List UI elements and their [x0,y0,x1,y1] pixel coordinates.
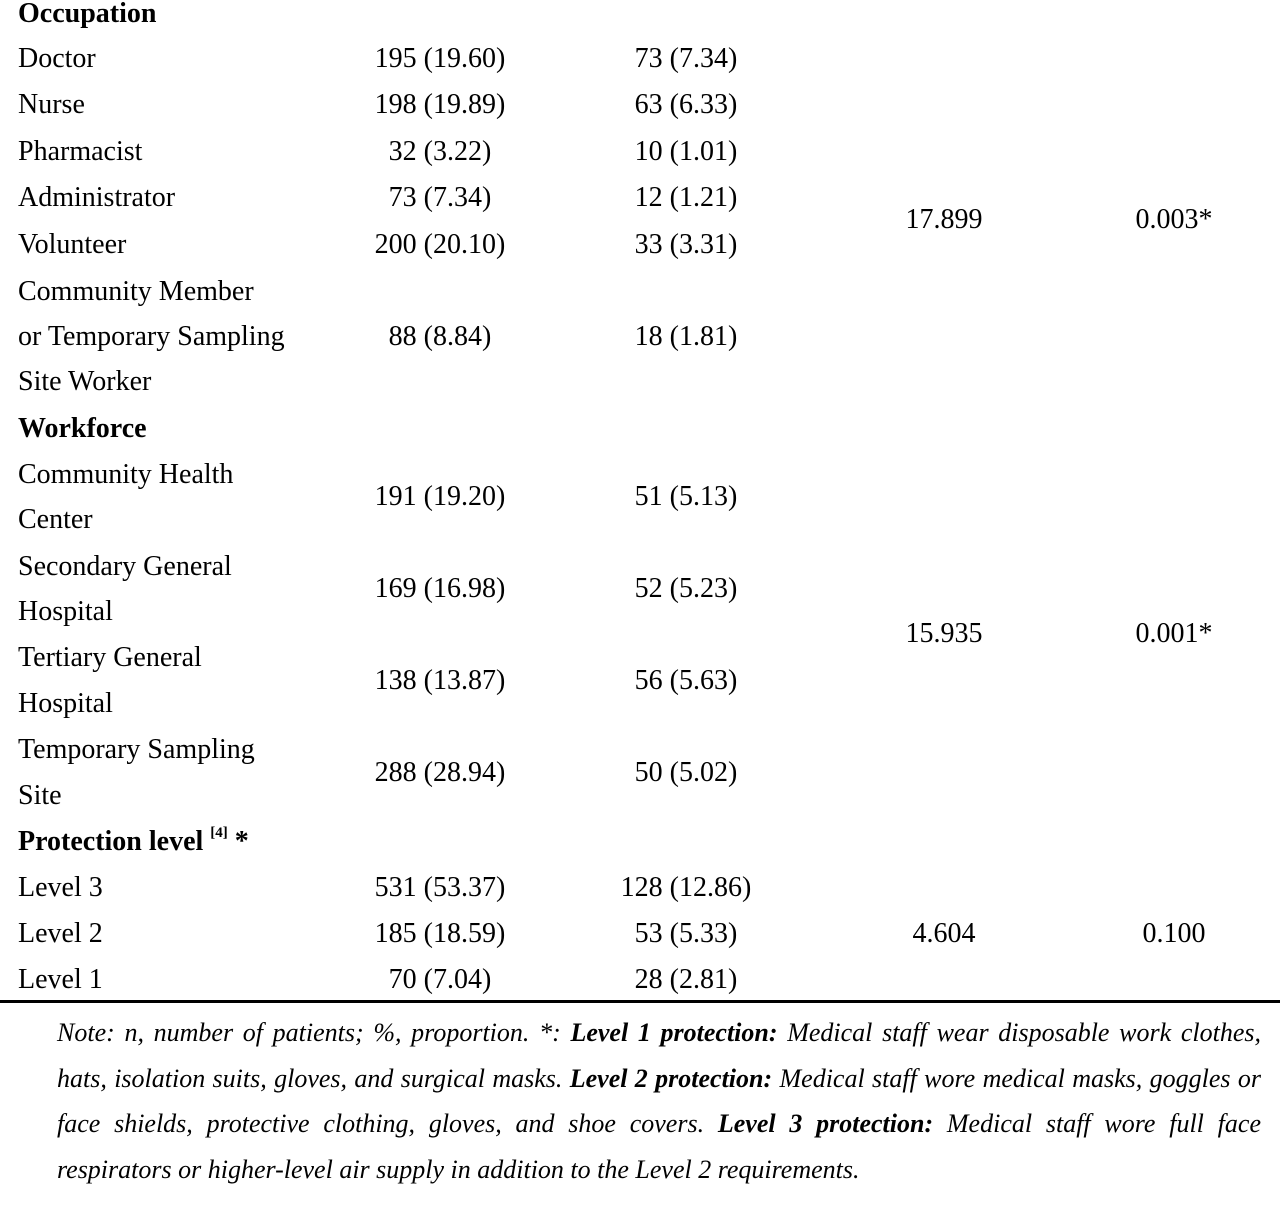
stat-value: 15.935 [905,618,983,649]
note-level3-title: Level 3 protection: [717,1109,934,1138]
stat-value: 17.899 [905,204,983,235]
row-label-line: Community Health [18,459,234,490]
row-label-line: Hospital [18,688,113,719]
cell-col3: 52 (5.23) [634,573,738,604]
cell-col2: 70 (7.04) [388,964,492,995]
cell-col2: 88 (8.84) [388,321,492,352]
row-label: Nurse [18,89,85,120]
cell-col3: 28 (2.81) [634,964,738,995]
cell-col2: 32 (3.22) [388,136,492,167]
row-label: Level 2 [18,918,103,949]
row-label-line: Center [18,504,93,535]
row-label: Level 3 [18,872,103,903]
note-level2-text: Medical staff wore medical masks, goggles or face shields, protective clothing, gloves, and shoe covers. [57,1063,1261,1138]
row-label-line: Secondary General [18,551,232,582]
cell-col2: 195 (19.60) [374,43,506,74]
note-level3-text: Medical staff wore full face respirators or higher-level air supply in addition to the Level 2 requirements. [57,1109,1261,1184]
row-label-line: Community Member [18,276,254,307]
cell-col3: 73 (7.34) [634,43,738,74]
cell-col2: 198 (19.89) [374,89,506,120]
cell-col3: 18 (1.81) [634,321,738,352]
cell-col3: 63 (6.33) [634,89,738,120]
note-level2-title: Level 2 protection: [569,1063,773,1093]
row-label-line: Tertiary General [18,642,202,673]
cell-col3: 51 (5.13) [634,481,738,512]
cell-col2: 191 (19.20) [374,481,506,512]
cell-col2: 531 (53.37) [374,872,506,903]
section-header-text: Protection level [18,826,204,857]
section-header-occupation: Occupation [18,0,157,29]
cell-col3: 12 (1.21) [634,182,738,213]
stat-value: 4.604 [912,918,976,949]
table-bottom-rule [0,1000,1280,1003]
section-header-workforce: Workforce [18,413,147,444]
p-value: 0.100 [1142,918,1206,949]
cell-col3: 56 (5.63) [634,665,738,696]
p-value: 0.001* [1135,618,1213,649]
row-label: Volunteer [18,229,127,260]
row-label-line: Hospital [18,596,113,627]
cell-col2: 73 (7.34) [388,182,492,213]
note-intro: Note: n, number of patients; %, proportion. *: [57,1018,571,1047]
cell-col2: 200 (20.10) [374,229,506,260]
row-label: Administrator [18,182,176,213]
p-value: 0.003* [1135,204,1213,235]
cell-col2: 138 (13.87) [374,665,506,696]
section-header-protection-level [18,825,249,859]
row-label: Pharmacist [18,136,143,167]
cell-col3: 53 (5.33) [634,918,738,949]
note-level1-text: Medical staff wear disposable work clothes, hats, isolation suits, gloves, and surgical masks. [57,1018,1261,1093]
row-label: Level 1 [18,964,103,995]
cell-col3: 50 (5.02) [634,757,738,788]
cell-col3: 10 (1.01) [634,136,738,167]
cell-col2: 288 (28.94) [374,757,506,788]
row-label-line: Site [18,780,62,811]
cell-col2: 169 (16.98) [374,573,506,604]
significance-marker: * [227,826,249,857]
row-label-line: or Temporary Sampling [18,321,285,352]
cell-col3: 128 (12.86) [620,872,752,903]
row-label-line: Site Worker [18,366,152,397]
cell-col2: 185 (18.59) [374,918,506,949]
note-level1-title: Level 1 protection: [570,1018,778,1047]
cell-col3: 33 (3.31) [634,229,738,260]
table-note [57,1010,1261,1192]
row-label-line: Temporary Sampling [18,734,255,765]
row-label: Doctor [18,43,96,74]
reference-marker: [4] [210,824,228,841]
